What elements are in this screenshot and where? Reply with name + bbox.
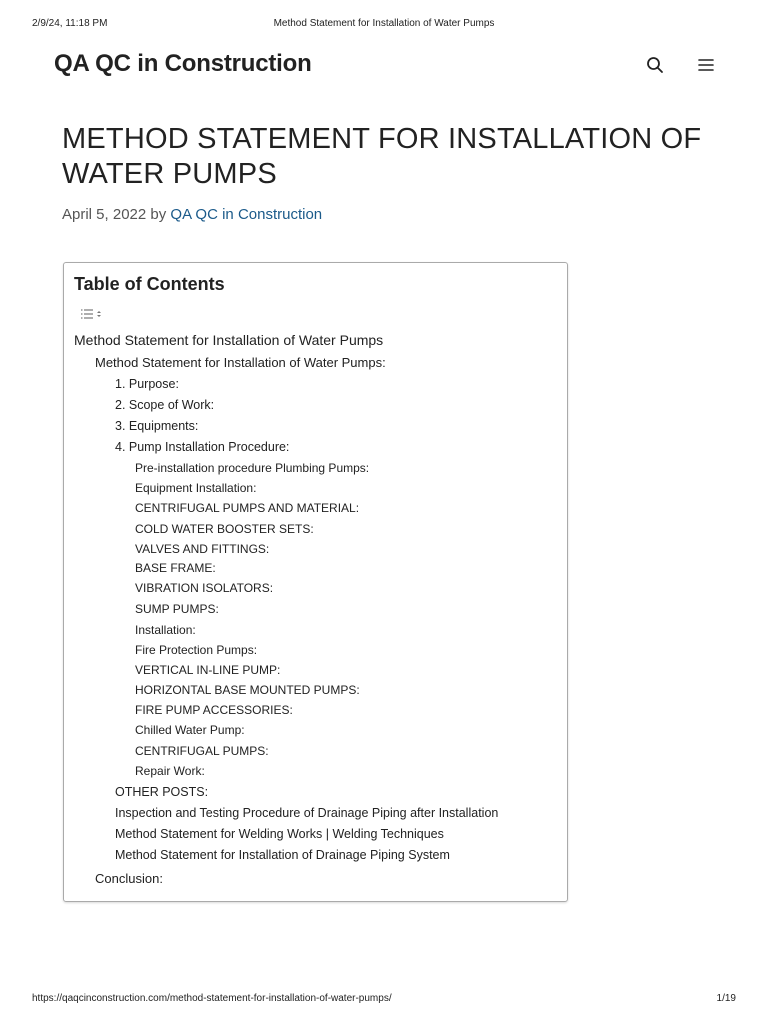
toc-title: Table of Contents <box>74 274 225 294</box>
hamburger-menu-icon-glyph <box>697 57 715 73</box>
print-header <box>0 18 768 32</box>
search-icon[interactable] <box>644 54 666 76</box>
toc-link[interactable]: Pre-installation procedure Plumbing Pumps: <box>135 461 370 475</box>
print-page-number: 1/19 <box>716 993 736 1004</box>
toc-link[interactable]: BASE FRAME: <box>135 561 216 575</box>
print-datetime: 2/9/24, 11:18 PM <box>32 18 108 29</box>
author-link[interactable]: QA QC in Construction <box>170 206 323 223</box>
toc-link[interactable]: Method Statement for Installation of Water Pumps: <box>95 355 386 370</box>
page-title-line-2: WATER PUMPS <box>62 158 277 190</box>
toc-link[interactable]: Conclusion: <box>95 871 163 886</box>
print-doc-title: Method Statement for Installation of Water Pumps <box>273 18 495 29</box>
toc-link[interactable]: Repair Work: <box>135 764 205 778</box>
toc-link[interactable]: VERTICAL IN-LINE PUMP: <box>135 663 281 677</box>
print-url: https://qaqcinconstruction.com/method-statement-for-installation-of-water-pumps/ <box>32 993 392 1004</box>
site-title-link[interactable]: QA QC in Construction <box>54 50 312 77</box>
toc-link[interactable]: Equipment Installation: <box>135 481 257 495</box>
toc-link[interactable]: 1. Purpose: <box>115 377 179 391</box>
byline <box>62 206 322 223</box>
toc-link[interactable]: CENTRIFUGAL PUMPS AND MATERIAL: <box>135 501 360 515</box>
toc-link[interactable]: HORIZONTAL BASE MOUNTED PUMPS: <box>135 683 360 697</box>
print-footer <box>0 993 768 1007</box>
byline-by: by <box>150 206 167 223</box>
toc-link[interactable]: Method Statement for Installation of Water Pumps <box>74 332 384 348</box>
search-icon-glyph <box>646 56 664 74</box>
list-toggle-icon-glyph <box>80 308 104 320</box>
toc-link[interactable]: 2. Scope of Work: <box>115 398 215 412</box>
toc-link[interactable]: COLD WATER BOOSTER SETS: <box>135 522 314 536</box>
toc-link[interactable]: SUMP PUMPS: <box>135 602 219 616</box>
toc-link[interactable]: OTHER POSTS: <box>115 785 209 799</box>
toc-link[interactable]: Installation: <box>135 623 196 637</box>
site-header <box>0 46 768 86</box>
toc-link[interactable]: CENTRIFUGAL PUMPS: <box>135 744 269 758</box>
toc-link[interactable]: Method Statement for Installation of Drainage Piping System <box>115 848 450 862</box>
toc-link[interactable]: Chilled Water Pump: <box>135 723 245 737</box>
list-toggle-icon[interactable] <box>80 307 108 321</box>
hamburger-menu-icon[interactable] <box>695 54 717 76</box>
page-title-line-1: METHOD STATEMENT FOR INSTALLATION OF <box>62 123 702 155</box>
toc-link[interactable]: Method Statement for Welding Works | Welding Techniques <box>115 827 444 841</box>
toc-link[interactable]: FIRE PUMP ACCESSORIES: <box>135 703 293 717</box>
post-date: April 5, 2022 <box>62 206 147 223</box>
table-of-contents <box>63 262 568 902</box>
toc-link[interactable]: 4. Pump Installation Procedure: <box>115 440 290 454</box>
toc-link[interactable]: VALVES AND FITTINGS: <box>135 542 270 556</box>
toc-link[interactable]: VIBRATION ISOLATORS: <box>135 581 274 595</box>
page-title <box>62 122 702 192</box>
toc-link[interactable]: 3. Equipments: <box>115 419 199 433</box>
toc-link[interactable]: Fire Protection Pumps: <box>135 643 258 657</box>
toc-link[interactable]: Inspection and Testing Procedure of Drainage Piping after Installation <box>115 806 499 820</box>
